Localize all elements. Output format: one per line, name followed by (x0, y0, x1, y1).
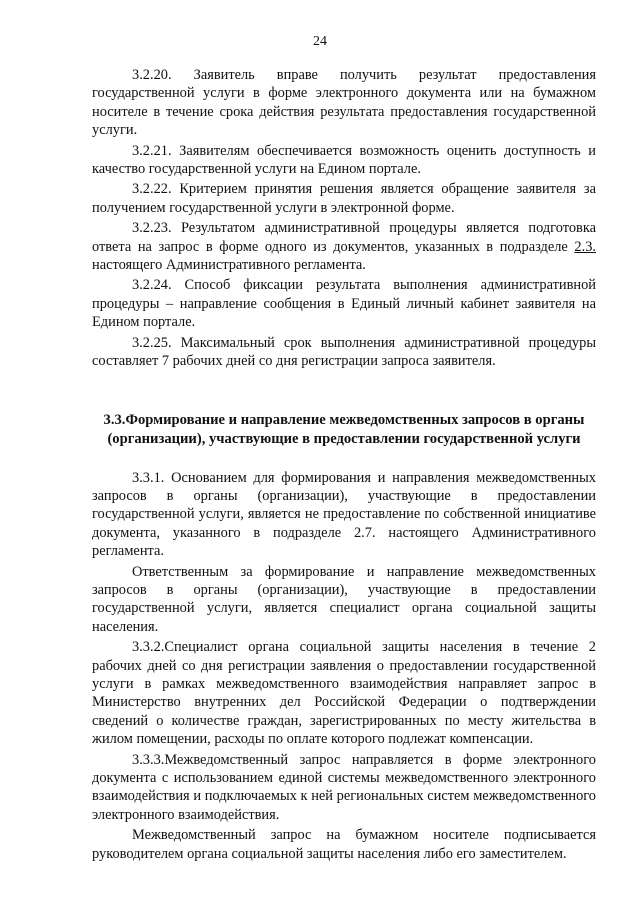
paragraph-3-3-3: 3.3.3.Межведомственный запрос направляется в форме электронного документа с использованием единой системы межведомственного электронного взаимодействия и подключаемых к ней региональных систем межведомственного электронного взаимодействия. (92, 751, 596, 823)
page-number: 24 (313, 34, 327, 49)
subsection-reference-link[interactable]: 2.3. (574, 238, 596, 255)
paragraph-3-2-20: 3.2.20. Заявитель вправе получить результат предоставления государственной услуги в форме электронного документа или на бумажном носителе в течение срока действия результата предоставления государственной услуги. (92, 67, 596, 139)
section-heading-3-3: 3.3.Формирование и направление межведомственных запросов в органы (организации), участвующие в предоставлении государственной услуги (103, 411, 585, 447)
paragraph-3-3-1: 3.3.1. Основанием для формирования и направления межведомственных запросов в органы (организации), участвующие в предоставлении государственной услуги, является не предоставление по собственной инициативе документа, указанного в подразделе 2.7. настоящего Административного регламента. (92, 469, 596, 560)
document-body (92, 66, 596, 863)
paragraph-3-2-23-start: 3.2.23. Результатом административной процедуры является подготовка ответа на запрос в форме одного из документов, указанных в подразделе (92, 220, 596, 255)
paragraph-3-2-25: 3.2.25. Максимальный срок выполнения административной процедуры составляет 7 рабочих дней со дня регистрации запроса заявителя. (92, 334, 596, 370)
paragraph-3-2-23 (92, 219, 596, 274)
paragraph-responsible: Ответственным за формирование и направление межведомственных запросов в органы (организации), участвующие в предоставлении государственной услуги, является специалист органа социальной защиты населения. (92, 563, 596, 635)
paragraph-paper-request: Межведомственный запрос на бумажном носителе подписывается руководителем органа социальной защиты населения либо его заместителем. (92, 827, 596, 862)
paragraph-3-2-21: 3.2.21. Заявителям обеспечивается возможность оценить доступность и качество государственной услуги на Едином портале. (92, 142, 596, 178)
paragraph-3-3-2: 3.3.2.Специалист органа социальной защиты населения в течение 2 рабочих дней со дня регистрации заявления о предоставлении государственной услуги в рамках межведомственного взаимодействия направляет запрос в Министерство внутренних дел Российской Федерации о подтверждении сведений о количестве граждан, зарегистрированных по месту жительства в жилом помещении, расходы по оплате которого подлежат компенсации. (92, 639, 596, 748)
paragraph-3-2-24: 3.2.24. Способ фиксации результата выполнения административной процедуры – направление сообщения в Единый личный кабинет заявителя на Едином портале. (92, 277, 596, 331)
paragraph-3-2-22: 3.2.22. Критерием принятия решения является обращение заявителя за получением государственной услуги в электронной форме. (92, 181, 596, 216)
paragraph-3-2-23-end: настоящего Административного регламента. (92, 257, 366, 274)
